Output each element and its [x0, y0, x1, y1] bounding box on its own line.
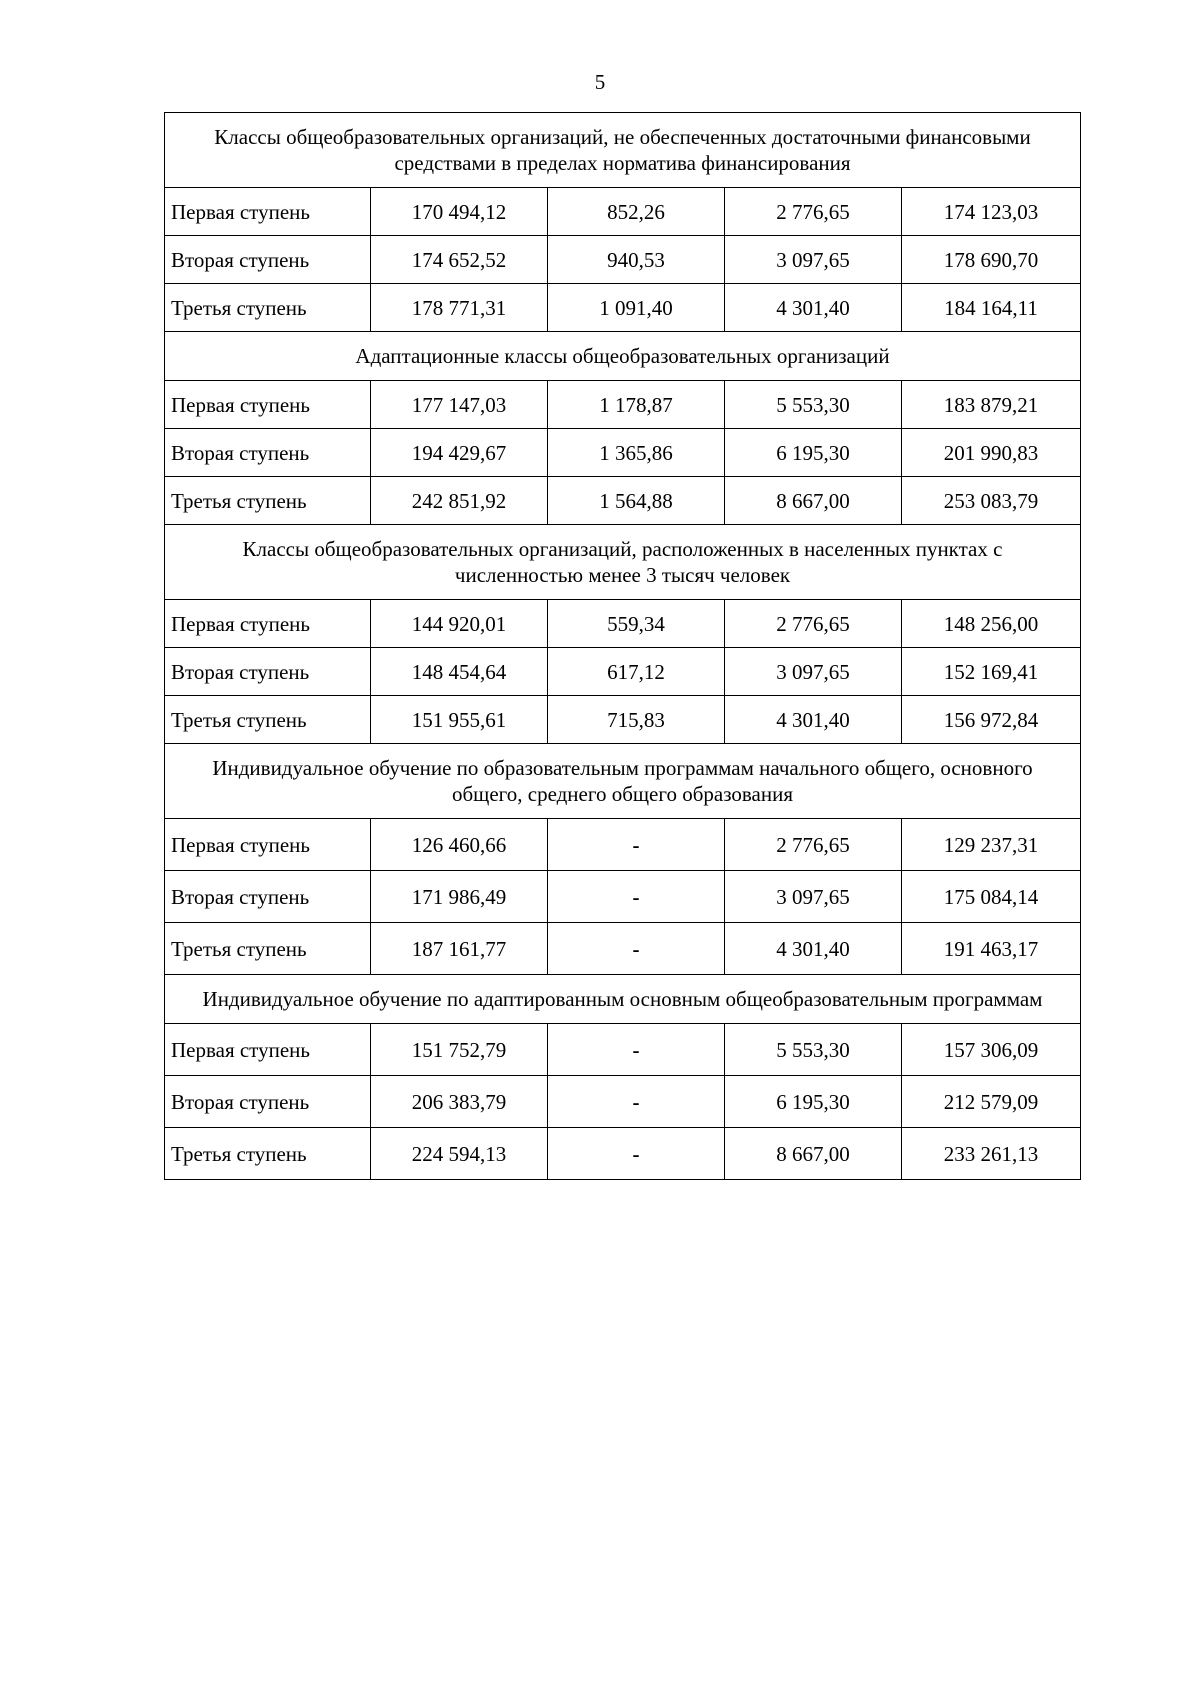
- table-row: [165, 429, 1081, 477]
- value-cell: 715,83: [548, 696, 725, 744]
- table-row: [165, 871, 1081, 923]
- value-cell: 8 667,00: [725, 1128, 902, 1180]
- value-cell: -: [548, 819, 725, 871]
- value-cell: 177 147,03: [371, 381, 548, 429]
- section-title: Индивидуальное обучение по образовательным программам начального общего, основного общего, среднего общего образования: [165, 744, 1081, 819]
- value-cell: -: [548, 923, 725, 975]
- value-cell: -: [548, 1128, 725, 1180]
- value-cell: 3 097,65: [725, 648, 902, 696]
- value-cell: 156 972,84: [902, 696, 1081, 744]
- value-cell: 224 594,13: [371, 1128, 548, 1180]
- row-label: Первая ступень: [165, 381, 371, 429]
- value-cell: 559,34: [548, 600, 725, 648]
- section-title: Адаптационные классы общеобразовательных организаций: [165, 332, 1081, 381]
- row-label: Первая ступень: [165, 188, 371, 236]
- section-header-row: [165, 332, 1081, 381]
- value-cell: 1 091,40: [548, 284, 725, 332]
- value-cell: 6 195,30: [725, 429, 902, 477]
- value-cell: 2 776,65: [725, 188, 902, 236]
- section-header-row: [165, 113, 1081, 188]
- value-cell: 178 771,31: [371, 284, 548, 332]
- value-cell: 4 301,40: [725, 923, 902, 975]
- value-cell: 3 097,65: [725, 871, 902, 923]
- value-cell: 1 178,87: [548, 381, 725, 429]
- value-cell: 187 161,77: [371, 923, 548, 975]
- table-row: [165, 1024, 1081, 1076]
- funding-table: [164, 112, 1081, 1180]
- value-cell: 8 667,00: [725, 477, 902, 525]
- value-cell: 4 301,40: [725, 696, 902, 744]
- value-cell: 171 986,49: [371, 871, 548, 923]
- table-row: [165, 381, 1081, 429]
- value-cell: 144 920,01: [371, 600, 548, 648]
- value-cell: 152 169,41: [902, 648, 1081, 696]
- table-row: [165, 236, 1081, 284]
- value-cell: 3 097,65: [725, 236, 902, 284]
- value-cell: 6 195,30: [725, 1076, 902, 1128]
- value-cell: 940,53: [548, 236, 725, 284]
- value-cell: 151 955,61: [371, 696, 548, 744]
- row-label: Третья ступень: [165, 284, 371, 332]
- section-title: Классы общеобразовательных организаций, не обеспеченных достаточными финансовыми средствами в пределах норматива финансирования: [165, 113, 1081, 188]
- value-cell: 2 776,65: [725, 819, 902, 871]
- value-cell: -: [548, 871, 725, 923]
- funding-table-body: [165, 113, 1081, 1180]
- value-cell: 5 553,30: [725, 381, 902, 429]
- table-row: [165, 648, 1081, 696]
- value-cell: 175 084,14: [902, 871, 1081, 923]
- row-label: Первая ступень: [165, 600, 371, 648]
- value-cell: 212 579,09: [902, 1076, 1081, 1128]
- table-row: [165, 923, 1081, 975]
- section-title: Классы общеобразовательных организаций, расположенных в населенных пунктах с численностью менее 3 тысяч человек: [165, 525, 1081, 600]
- row-label: Первая ступень: [165, 819, 371, 871]
- section-header-row: [165, 975, 1081, 1024]
- row-label: Первая ступень: [165, 1024, 371, 1076]
- value-cell: -: [548, 1024, 725, 1076]
- table-row: [165, 284, 1081, 332]
- value-cell: 233 261,13: [902, 1128, 1081, 1180]
- value-cell: 129 237,31: [902, 819, 1081, 871]
- row-label: Вторая ступень: [165, 236, 371, 284]
- value-cell: 174 123,03: [902, 188, 1081, 236]
- value-cell: 170 494,12: [371, 188, 548, 236]
- table-row: [165, 600, 1081, 648]
- value-cell: 253 083,79: [902, 477, 1081, 525]
- value-cell: 206 383,79: [371, 1076, 548, 1128]
- value-cell: 178 690,70: [902, 236, 1081, 284]
- value-cell: 126 460,66: [371, 819, 548, 871]
- row-label: Третья ступень: [165, 477, 371, 525]
- value-cell: 148 454,64: [371, 648, 548, 696]
- value-cell: 5 553,30: [725, 1024, 902, 1076]
- table-row: [165, 1128, 1081, 1180]
- section-header-row: [165, 525, 1081, 600]
- value-cell: 4 301,40: [725, 284, 902, 332]
- table-row: [165, 696, 1081, 744]
- value-cell: 151 752,79: [371, 1024, 548, 1076]
- value-cell: -: [548, 1076, 725, 1128]
- page-number: 5: [594, 70, 606, 94]
- value-cell: 201 990,83: [902, 429, 1081, 477]
- row-label: Вторая ступень: [165, 648, 371, 696]
- value-cell: 852,26: [548, 188, 725, 236]
- row-label: Третья ступень: [165, 923, 371, 975]
- section-header-row: [165, 744, 1081, 819]
- value-cell: 148 256,00: [902, 600, 1081, 648]
- value-cell: 183 879,21: [902, 381, 1081, 429]
- value-cell: 1 365,86: [548, 429, 725, 477]
- table-row: [165, 819, 1081, 871]
- value-cell: 2 776,65: [725, 600, 902, 648]
- value-cell: 1 564,88: [548, 477, 725, 525]
- value-cell: 194 429,67: [371, 429, 548, 477]
- value-cell: 191 463,17: [902, 923, 1081, 975]
- row-label: Вторая ступень: [165, 871, 371, 923]
- value-cell: 617,12: [548, 648, 725, 696]
- value-cell: 174 652,52: [371, 236, 548, 284]
- row-label: Вторая ступень: [165, 1076, 371, 1128]
- value-cell: 157 306,09: [902, 1024, 1081, 1076]
- value-cell: 242 851,92: [371, 477, 548, 525]
- section-title: Индивидуальное обучение по адаптированным основным общеобразовательным программам: [165, 975, 1081, 1024]
- table-row: [165, 188, 1081, 236]
- row-label: Вторая ступень: [165, 429, 371, 477]
- row-label: Третья ступень: [165, 696, 371, 744]
- value-cell: 184 164,11: [902, 284, 1081, 332]
- table-row: [165, 1076, 1081, 1128]
- table-row: [165, 477, 1081, 525]
- row-label: Третья ступень: [165, 1128, 371, 1180]
